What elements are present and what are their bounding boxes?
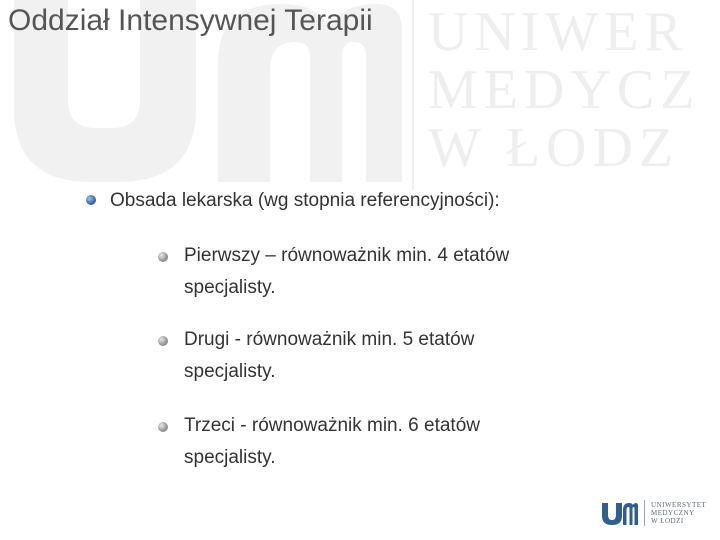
sub-bullet-line-1: Drugi - równoważnik min. 5 etatów (184, 329, 475, 350)
logo-line-2: MEDYCZNY (651, 509, 695, 517)
sub-bullet-line-1: Pierwszy – równoważnik min. 4 etatów (184, 245, 510, 266)
gray-bullet-icon (158, 422, 168, 432)
university-logo (601, 497, 713, 529)
sub-bullet-text (184, 410, 480, 474)
logo-separator (644, 500, 645, 526)
sub-bullet-item (158, 244, 598, 304)
gray-bullet-icon (158, 252, 168, 262)
sub-bullet-line-1: Trzeci - równoważnik min. 6 etatów (184, 415, 481, 436)
logo-line-3: W ŁODZI (651, 517, 684, 525)
sub-bullet-item (158, 414, 598, 474)
slide-title: Oddział Intensywnej Terapii (8, 4, 373, 37)
watermark-line-1: UNIWER (428, 1, 688, 63)
blue-bullet-icon (86, 195, 96, 205)
sub-bullet-text (184, 324, 474, 388)
sub-bullet-item (158, 328, 598, 388)
logo-line-1: UNIWERSYTET (651, 501, 707, 509)
sub-bullet-text (184, 240, 509, 304)
um-logo-icon (601, 501, 639, 525)
watermark-line-2: MEDYCZ (428, 59, 701, 121)
gray-bullet-icon (158, 336, 168, 346)
main-bullet-list (86, 188, 500, 213)
watermark-line-3: W ŁODZ (428, 117, 680, 179)
sub-bullet-line-2: specjalisty. (184, 361, 276, 382)
main-bullet-text: Obsada lekarska (wg stopnia referencyjności): (110, 190, 500, 211)
main-bullet-item (86, 188, 500, 213)
logo-wordmark (651, 501, 706, 525)
sub-bullet-line-2: specjalisty. (184, 447, 276, 468)
sub-bullet-line-2: specjalisty. (184, 277, 276, 298)
